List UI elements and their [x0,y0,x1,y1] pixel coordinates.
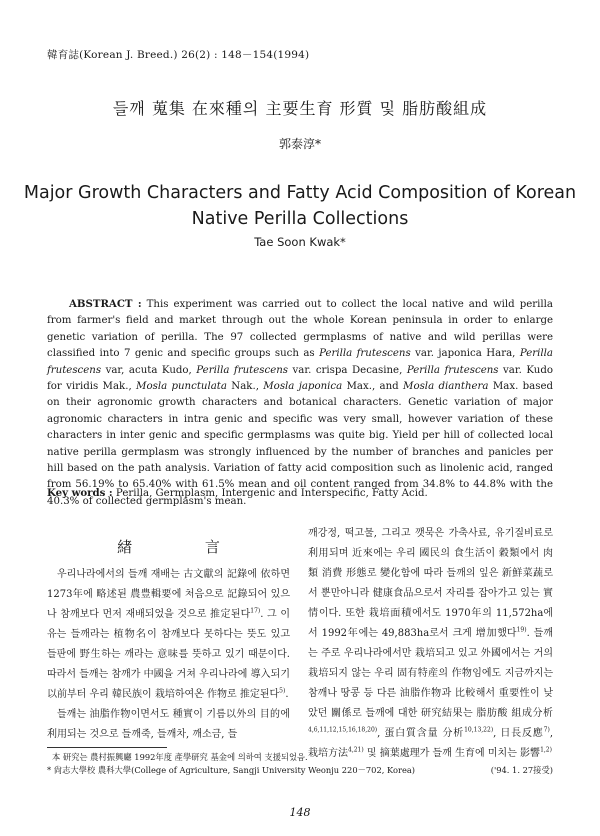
keywords-text: Perilla, Germplasm, Intergenic and Interspecific, Fatty Acid. [112,488,428,499]
footnote-rule [47,747,167,748]
abstract-text: Nak., [226,381,264,393]
body-text: 우리나라에서의 들깨 재배는 古文獻의 記錄에 依하면 1273年에 略述된 農豊輯要에 처음으로 記錄되어 있으나 참깨보다 먼저 재배되었을 것으로 推定된다 [47,569,290,620]
affiliation-text: * 尙志大學校 農科大學(College of Agriculture, Sangji University Weonju 220－702, Korea) [47,765,416,775]
abstract-text: var. crispa Decasine, [288,364,407,376]
english-title [20,180,580,232]
citation: 4,6,11,12,15,16,18,20) [308,726,378,734]
species-name: Perilla frutescens [406,364,499,376]
footnote-funding: 本 研究는 農村振興廳 1992年度 產學研究 基金에 의하여 支援되었음. [52,752,308,762]
abstract-text: var, acuta Kudo, [101,364,197,376]
keywords-label: Key words : [47,487,113,499]
abstract-text: This experiment was carried out to collect the local native and wild perilla from farmer's field and market through out the whole Korean peninsula in order to enlarge genetic variation of perilla. The 97 collected germplasms of native and wild perillas were classified into 7 genic and specific groups such as [47,299,553,360]
section-heading: 緖 言 [117,538,254,556]
abstract-text: var. japonica Hara, [410,348,520,360]
species-name: Perilla frutescens [196,364,289,376]
received-date: ('94. 1. 27接受) [490,765,553,775]
korean-title: 들깨 蒐集 在來種의 主要生育 形質 및 脂肪酸組成 [112,99,488,118]
body-text: , 日長反應 [493,728,544,739]
english-author: Tae Soon Kwak* [254,235,346,249]
left-column-body [47,565,290,745]
citation: 7) [543,726,550,734]
abstract [47,296,553,510]
citation: 4,21) [348,746,364,754]
body-text: , 蛋白質含量 分析 [377,728,465,739]
body-text: . 들깨는 주로 우리나라에서만 栽培되고 있고 外國에서는 거의 栽培되지 않는 우리 固有特産의 作物임에도 지금까지는 참깨나 땅콩 등 다른 油脂作物과 比較해서 重要性이 낮았던 關係로 들깨에 대한 研究結果는 脂肪酸 組成分析 [308,628,553,719]
body-text: . 그 이유는 들깨라는 植物名이 참깨보다 못하다는 뜻도 있고 들판에 野生하는 깨라는 意味를 뜻하고 있기 때문이다. 따라서 들깨는 참깨가 中國을 거쳐 우리나라에 導入되기 以前부터 우리 韓民族이 栽培하여온 作物로 推定된다 [47,609,290,700]
species-name: Perilla frutescens [319,348,411,360]
body-text: . [285,689,289,700]
journal-citation: 韓育誌(Korean J. Breed.) 26(2) : 148－154(1994) [47,49,310,61]
body-text: 및 摘葉處理가 들깨 生育에 미치는 影響 [363,748,541,759]
english-title-line-2: Native Perilla Collections [191,209,409,229]
keywords [47,487,553,499]
body-text: 들깨는 油脂作物이면서도 種實이 기름以外의 目的에 利用되는 것으로 들깨죽, 들깨차, 깨소금, 들 [47,709,290,740]
species-name: Perilla frutescens [47,348,553,376]
english-title-line-1: Major Growth Characters and Fatty Acid Composition of Korean [23,183,577,203]
species-name: Mosla dianthera [403,381,489,393]
citation: 10,13,22) [464,726,494,734]
right-column-body [308,524,553,764]
citation: 19) [516,626,527,634]
species-name: Mosla japonica [263,381,343,393]
abstract-text: var. Kudo for viridis Mak., [47,364,553,393]
page-number: 148 [289,806,311,819]
abstract-label: ABSTRACT : [69,298,142,310]
species-name: Mosla punctulata [136,381,227,393]
abstract-text: Max. based on their agronomic growth characters and botanical characters. Genetic variation of major agronomic characters in intra genic and specific was very small, however variation of these characters in inter genic and specific germplasms was quite big. Yield per hill of collected local native perilla germplasm was strongly influenced by the number of branches and panicles per hill based on the path analysis. Variation of fatty acid composition such as linolenic acid, ranged from 56.19% to 65.40% with 61.5% mean and oil content ranged from 34.8% to 44.8% with the 40.3% of collected germplasm's mean. [47,381,553,507]
citation: 17) [250,607,261,615]
korean-author: 郭泰淳* [278,137,321,151]
citation: 5) [279,687,286,695]
body-text: , 栽培方法 [308,728,553,759]
body-text: 깨강정, 떡고물, 그리고 깻묵은 가축사료, 유기질비료로 利用되며 近來에는 우리 國民의 食生活이 穀類에서 肉類 消費 形態로 變化함에 따라 들깨의 잎은 新鮮菜蔬로서 뿐만아니라 健康食品으로서 자리를 잡아가고 있는 實情이다. 또한 栽培面積에서도 1970年의 11,572ha에서 1992年에는 49,883ha로서 크게 增加했다 [308,528,553,639]
footnote-affiliation [47,764,553,777]
citation: 1,2) [540,746,552,754]
abstract-text: Max., and [342,381,404,393]
